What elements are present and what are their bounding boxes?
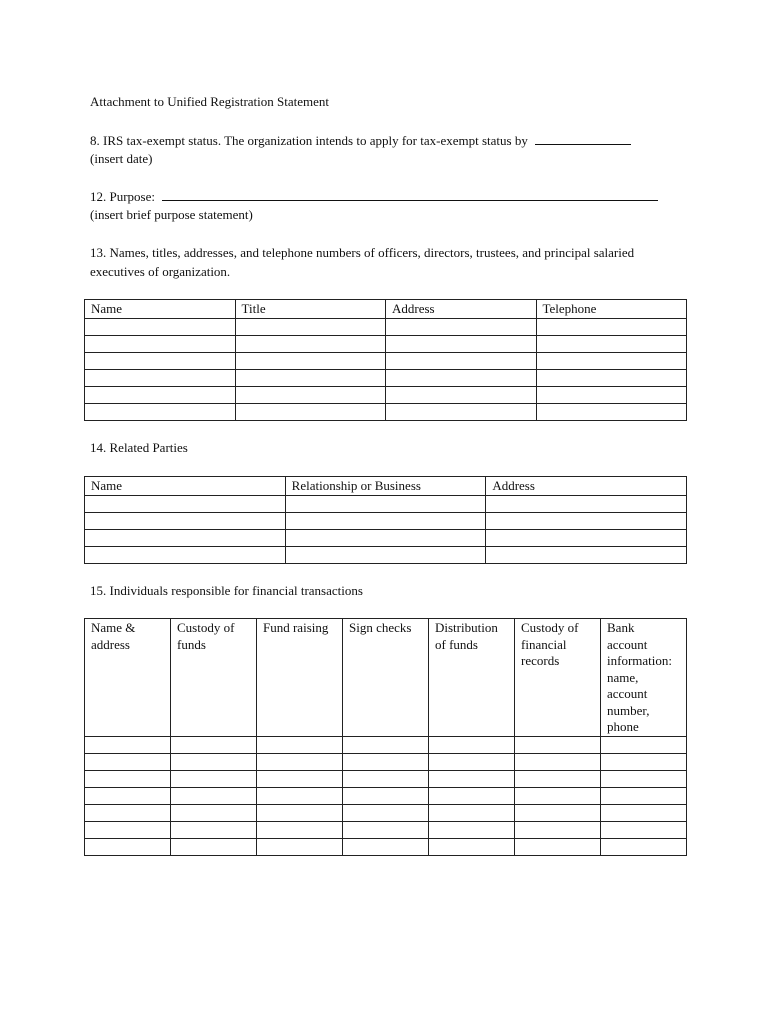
item-12-line xyxy=(90,187,658,205)
date-blank[interactable] xyxy=(535,131,631,145)
table-cell[interactable] xyxy=(515,804,601,821)
table-cell[interactable] xyxy=(386,403,537,420)
table-cell[interactable] xyxy=(515,821,601,838)
table-cell[interactable] xyxy=(257,736,343,753)
table-cell[interactable] xyxy=(601,787,687,804)
header-line: information: xyxy=(607,653,672,668)
table-cell[interactable] xyxy=(536,335,687,352)
table-cell[interactable] xyxy=(343,838,429,855)
table-row xyxy=(85,770,687,787)
table-cell[interactable] xyxy=(257,804,343,821)
header-title: Title xyxy=(235,300,386,319)
table-cell[interactable] xyxy=(85,821,171,838)
table-cell[interactable] xyxy=(429,753,515,770)
table-cell[interactable] xyxy=(536,369,687,386)
table-cell[interactable] xyxy=(486,512,687,529)
table-cell[interactable] xyxy=(429,821,515,838)
table-cell[interactable] xyxy=(386,335,537,352)
table-cell[interactable] xyxy=(386,386,537,403)
table-row xyxy=(85,753,687,770)
header-telephone: Telephone xyxy=(536,300,687,319)
table-cell[interactable] xyxy=(257,770,343,787)
related-header-row xyxy=(85,477,687,496)
header-line: Sign checks xyxy=(349,620,412,635)
financial-header-cell xyxy=(257,619,343,737)
table-cell[interactable] xyxy=(235,335,386,352)
table-cell[interactable] xyxy=(343,804,429,821)
table-cell[interactable] xyxy=(257,821,343,838)
table-cell[interactable] xyxy=(343,736,429,753)
item-8-note: (insert date) xyxy=(90,151,153,166)
table-cell[interactable] xyxy=(171,821,257,838)
header-line: Name & xyxy=(91,620,136,635)
table-row xyxy=(85,787,687,804)
item-12-label: 12. Purpose: xyxy=(90,189,155,204)
table-row xyxy=(85,386,687,403)
header-line: number, xyxy=(607,702,650,718)
financial-header-cell xyxy=(515,619,601,737)
header-relationship: Relationship or Business xyxy=(285,477,486,496)
financial-individuals-table xyxy=(84,618,687,856)
table-cell[interactable] xyxy=(285,495,486,512)
table-row xyxy=(85,335,687,352)
table-row xyxy=(85,546,687,563)
table-cell[interactable] xyxy=(85,403,236,420)
table-cell[interactable] xyxy=(85,787,171,804)
table-cell[interactable] xyxy=(601,736,687,753)
table-cell[interactable] xyxy=(257,753,343,770)
header-line: account xyxy=(607,686,648,701)
table-cell[interactable] xyxy=(343,821,429,838)
table-row xyxy=(85,804,687,821)
header-line: Fund raising xyxy=(263,620,329,635)
table-cell[interactable] xyxy=(85,804,171,821)
table-cell[interactable] xyxy=(171,787,257,804)
table-cell[interactable] xyxy=(85,495,286,512)
table-cell[interactable] xyxy=(601,804,687,821)
table-cell[interactable] xyxy=(85,352,236,369)
table-cell[interactable] xyxy=(85,546,286,563)
table-cell[interactable] xyxy=(85,529,286,546)
item-13-line-1: 13. Names, titles, addresses, and telephone numbers of officers, directors, trustees, and principal salaried xyxy=(90,245,635,260)
table-cell[interactable] xyxy=(171,736,257,753)
table-cell[interactable] xyxy=(235,386,386,403)
table-cell[interactable] xyxy=(285,529,486,546)
table-row xyxy=(85,403,687,420)
item-8-line xyxy=(90,131,631,149)
table-cell[interactable] xyxy=(85,386,236,403)
header-line: Custody of xyxy=(521,620,579,635)
financial-header-cell xyxy=(171,619,257,737)
table-cell[interactable] xyxy=(536,318,687,335)
header-line: account xyxy=(607,636,648,652)
table-row xyxy=(85,512,687,529)
table-row xyxy=(85,838,687,855)
header-address: Address xyxy=(386,300,537,319)
item-8-text: 8. IRS tax-exempt status. The organization intends to apply for tax-exempt status by xyxy=(90,133,528,148)
table-row xyxy=(85,318,687,335)
table-cell[interactable] xyxy=(343,787,429,804)
header-line: address xyxy=(91,636,130,652)
financial-header-cell xyxy=(343,619,429,737)
table-cell[interactable] xyxy=(601,821,687,838)
table-cell[interactable] xyxy=(536,403,687,420)
header-line: records xyxy=(521,653,560,668)
table-cell[interactable] xyxy=(386,369,537,386)
financial-header-row xyxy=(85,619,687,737)
table-row xyxy=(85,736,687,753)
table-cell[interactable] xyxy=(601,753,687,770)
table-row xyxy=(85,529,687,546)
financial-header-cell xyxy=(85,619,171,737)
table-cell[interactable] xyxy=(171,770,257,787)
header-line: name, xyxy=(607,669,639,685)
related-parties-table xyxy=(84,476,687,564)
header-line: funds xyxy=(177,636,206,652)
document-title: Attachment to Unified Registration Statement xyxy=(90,94,330,109)
table-cell[interactable] xyxy=(235,318,386,335)
table-cell[interactable] xyxy=(515,770,601,787)
table-cell[interactable] xyxy=(429,770,515,787)
table-cell[interactable] xyxy=(486,546,687,563)
table-cell[interactable] xyxy=(429,838,515,855)
table-cell[interactable] xyxy=(429,787,515,804)
header-line: Custody of xyxy=(177,620,235,635)
header-line: phone xyxy=(607,719,639,734)
table-cell[interactable] xyxy=(515,787,601,804)
header-line: financial xyxy=(521,636,567,652)
table-cell[interactable] xyxy=(85,512,286,529)
header-line: Distribution xyxy=(435,620,498,635)
table-cell[interactable] xyxy=(515,838,601,855)
table-cell[interactable] xyxy=(536,352,687,369)
table-cell[interactable] xyxy=(235,352,386,369)
item-15-heading: 15. Individuals responsible for financial transactions xyxy=(90,583,363,598)
header-name: Name xyxy=(85,477,286,496)
table-cell[interactable] xyxy=(85,369,236,386)
table-cell[interactable] xyxy=(235,403,386,420)
table-cell[interactable] xyxy=(486,529,687,546)
table-row xyxy=(85,821,687,838)
table-cell[interactable] xyxy=(285,546,486,563)
table-cell[interactable] xyxy=(257,838,343,855)
table-cell[interactable] xyxy=(515,736,601,753)
table-cell[interactable] xyxy=(85,335,236,352)
table-cell[interactable] xyxy=(235,369,386,386)
table-cell[interactable] xyxy=(601,770,687,787)
item-13-line-2: executives of organization. xyxy=(90,264,231,279)
table-cell[interactable] xyxy=(257,787,343,804)
table-cell[interactable] xyxy=(429,804,515,821)
officers-table xyxy=(84,299,687,421)
table-cell[interactable] xyxy=(85,838,171,855)
header-line: of funds xyxy=(435,636,478,652)
table-cell[interactable] xyxy=(429,736,515,753)
table-cell[interactable] xyxy=(486,495,687,512)
purpose-blank[interactable] xyxy=(162,187,658,201)
item-14-heading: 14. Related Parties xyxy=(90,440,188,455)
table-cell[interactable] xyxy=(85,753,171,770)
financial-header-cell xyxy=(601,619,687,737)
table-cell[interactable] xyxy=(85,736,171,753)
financial-header-cell xyxy=(429,619,515,737)
table-cell[interactable] xyxy=(601,838,687,855)
table-cell[interactable] xyxy=(85,318,236,335)
table-row xyxy=(85,369,687,386)
header-address: Address xyxy=(486,477,687,496)
table-cell[interactable] xyxy=(343,753,429,770)
table-cell[interactable] xyxy=(515,753,601,770)
officers-header-row xyxy=(85,300,687,319)
table-cell[interactable] xyxy=(85,770,171,787)
table-cell[interactable] xyxy=(536,386,687,403)
table-cell[interactable] xyxy=(386,352,537,369)
table-cell[interactable] xyxy=(171,838,257,855)
table-cell[interactable] xyxy=(171,753,257,770)
header-name: Name xyxy=(85,300,236,319)
table-row xyxy=(85,495,687,512)
table-cell[interactable] xyxy=(343,770,429,787)
table-row xyxy=(85,352,687,369)
item-12-note: (insert brief purpose statement) xyxy=(90,207,253,222)
table-cell[interactable] xyxy=(171,804,257,821)
header-line: Bank xyxy=(607,620,635,635)
table-cell[interactable] xyxy=(386,318,537,335)
table-cell[interactable] xyxy=(285,512,486,529)
